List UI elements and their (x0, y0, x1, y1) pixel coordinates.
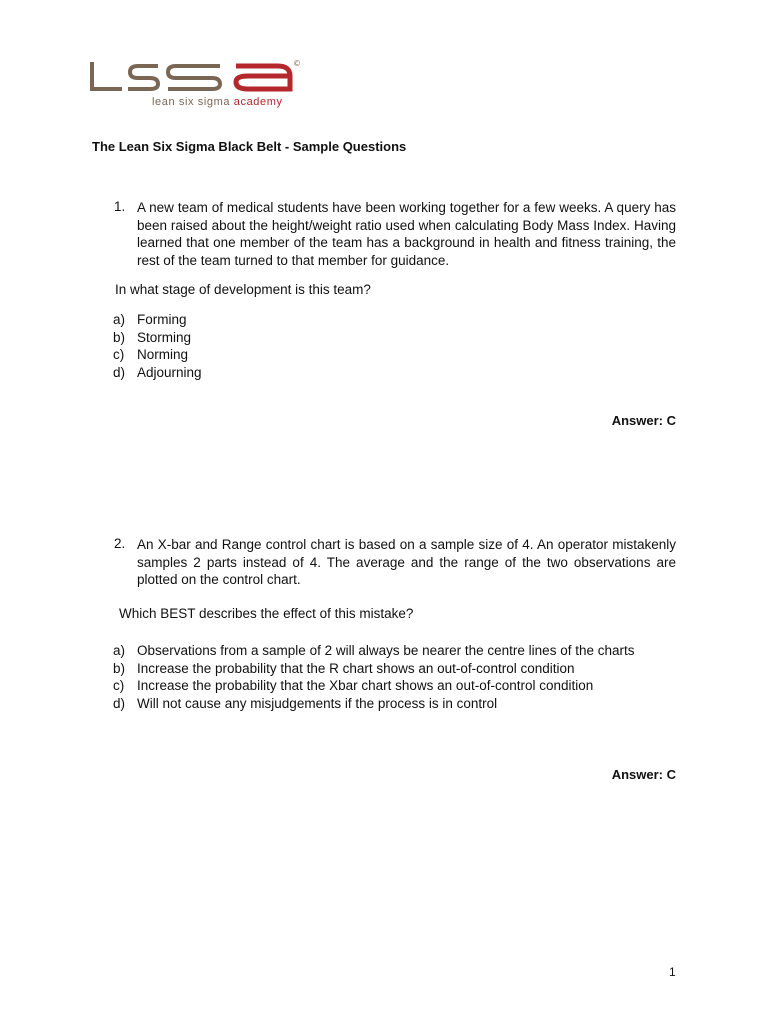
logo-letter-a (236, 66, 290, 89)
option-letter: d) (113, 364, 126, 380)
option-item (113, 642, 634, 660)
option-text: Observations from a sample of 2 will always be nearer the centre lines of the charts (137, 643, 635, 658)
question-text: A new team of medical students have been working together for a few weeks. A query has been raised about the height/weight ratio used when calculating Body Mass Index. Having learned that one member of the team has a background in health and fitness training, the rest of the team turned to that member for guidance. (137, 200, 676, 268)
document-title: The Lean Six Sigma Black Belt - Sample Questions (92, 139, 407, 154)
option-letter: d) (113, 695, 126, 711)
option-item (113, 695, 634, 713)
option-item (113, 364, 202, 382)
answer-label: Answer: C (611, 767, 676, 782)
option-letter: a) (113, 312, 126, 327)
option-text: Increase the probability that the Xbar chart shows an out-of-control condition (137, 678, 594, 694)
logo-copyright: © (293, 59, 301, 68)
logo-tagline (152, 96, 283, 108)
option-letter: b) (113, 329, 126, 345)
question-prompt: Which BEST describes the effect of this mistake? (119, 606, 414, 621)
logo-letter-s1 (128, 66, 158, 89)
option-text: Will not cause any misjudgements if the process is in control (137, 695, 498, 711)
answer-label: Answer: C (611, 413, 676, 428)
logo-letter-s2 (168, 66, 220, 89)
question-prompt: In what stage of development is this team? (115, 282, 371, 297)
option-text: Adjourning (137, 364, 202, 380)
option-item (113, 677, 634, 695)
option-text: Increase the probability that the R chart shows an out-of-control condition (137, 660, 575, 676)
page-number: 1 (669, 965, 676, 979)
answer-options (113, 311, 202, 381)
option-text: Forming (137, 312, 187, 327)
option-item (113, 346, 202, 364)
option-text: Storming (137, 329, 192, 345)
option-letter: c) (113, 347, 125, 363)
question-number: 2. (114, 536, 126, 551)
option-letter: b) (113, 660, 126, 676)
option-letter: a) (113, 643, 126, 658)
logo-letter-l (92, 62, 122, 89)
option-item (113, 329, 202, 347)
option-item (113, 660, 634, 678)
option-item (113, 311, 202, 329)
question-number: 1. (114, 199, 126, 214)
option-letter: c) (113, 678, 125, 694)
answer-options (113, 642, 634, 712)
logo-tagline-prefix: lean six sigma (152, 96, 234, 108)
logo-tagline-accent: academy (233, 96, 283, 108)
question-text: An X-bar and Range control chart is based on a sample size of 4. An operator mistakenly samples 2 parts instead of 4. The average and the range of the two observations are plotted on the control chart. (137, 537, 676, 588)
option-text: Norming (137, 347, 189, 363)
